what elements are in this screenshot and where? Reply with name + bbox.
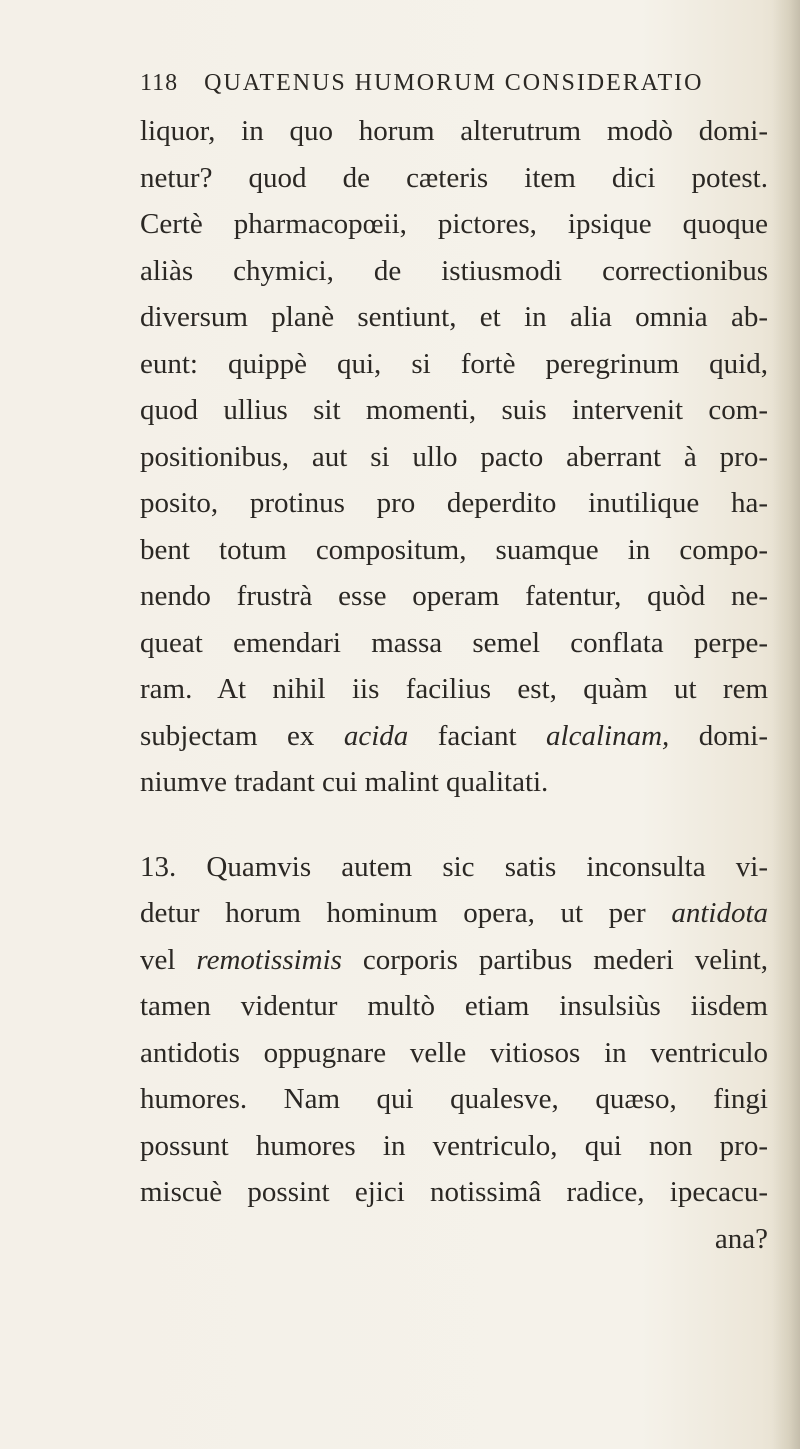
page-number: 118 <box>140 70 179 96</box>
text-line: positionibus, aut si ullo pacto aberrant à pro- <box>140 440 768 473</box>
text-line: bent totum compositum, suamque in compo- <box>140 533 768 566</box>
text-line: eunt: quippè qui, si fortè peregrinum quid, <box>140 347 768 380</box>
text-line-with-italics <box>140 937 768 984</box>
text-segment: faciant <box>408 719 547 752</box>
text-line-with-italics <box>140 890 768 937</box>
text-line: liquor, in quo horum alterutrum modò domi- <box>140 115 768 147</box>
catchword: ana? <box>714 1222 768 1255</box>
page-edge-shadow <box>772 0 800 1449</box>
text-line: netur? quod de cæteris item dici potest. <box>140 161 768 194</box>
running-header <box>140 70 704 97</box>
paragraph-2 <box>140 844 768 1263</box>
text-line: diversum planè sentiunt, et in alia omnia ab- <box>140 301 768 333</box>
text-line: possunt humores in ventriculo, qui non pro- <box>140 1129 768 1162</box>
paragraph-gap <box>140 806 768 844</box>
text-segment: detur horum hominum opera, ut per <box>140 897 672 929</box>
text-segment: corporis partibus mederi velint, <box>341 943 769 976</box>
running-title: QUATENUS HUMORUM CONSIDERATIO <box>204 70 704 96</box>
text-line: antidotis oppugnare velle vitiosos in ventriculo <box>140 1036 768 1069</box>
text-line: 13. Quamvis autem sic satis inconsulta vi- <box>140 850 768 883</box>
text-line: posito, protinus pro deperdito inutilique ha- <box>140 487 768 519</box>
text-line: humores. Nam qui qualesve, quæso, fingi <box>140 1083 768 1115</box>
body-text <box>140 108 768 1262</box>
text-line: tamen videntur multò etiam insulsiùs iisdem <box>140 990 768 1022</box>
text-line: miscuè possint ejici notissimâ radice, ipecacu- <box>140 1176 768 1208</box>
text-line: queat emendari massa semel conflata perpe- <box>140 626 768 659</box>
text-line: ram. At nihil iis facilius est, quàm ut rem <box>140 673 768 705</box>
text-line: nendo frustrà esse operam fatentur, quòd ne- <box>140 580 768 612</box>
paragraph-1 <box>140 108 768 806</box>
text-line-with-italics <box>140 713 768 760</box>
italic-term-remotissimis: remotissimis <box>196 943 342 976</box>
italic-term-alcalinam: alcalinam, <box>546 719 670 752</box>
text-line: niumve tradant cui malint qualitati. <box>140 766 549 798</box>
italic-term-antidota: antidota <box>671 897 768 929</box>
text-line: aliàs chymici, de istiusmodi correctionibus <box>140 254 768 287</box>
text-line: quod ullius sit momenti, suis intervenit com- <box>140 394 768 426</box>
text-segment: domi- <box>669 719 768 752</box>
italic-term-acida: acida <box>343 719 409 752</box>
text-line: Certè pharmacopœii, pictores, ipsique quoque <box>140 208 768 240</box>
text-segment: vel <box>140 943 197 976</box>
text-segment: subjectam ex <box>140 719 344 752</box>
